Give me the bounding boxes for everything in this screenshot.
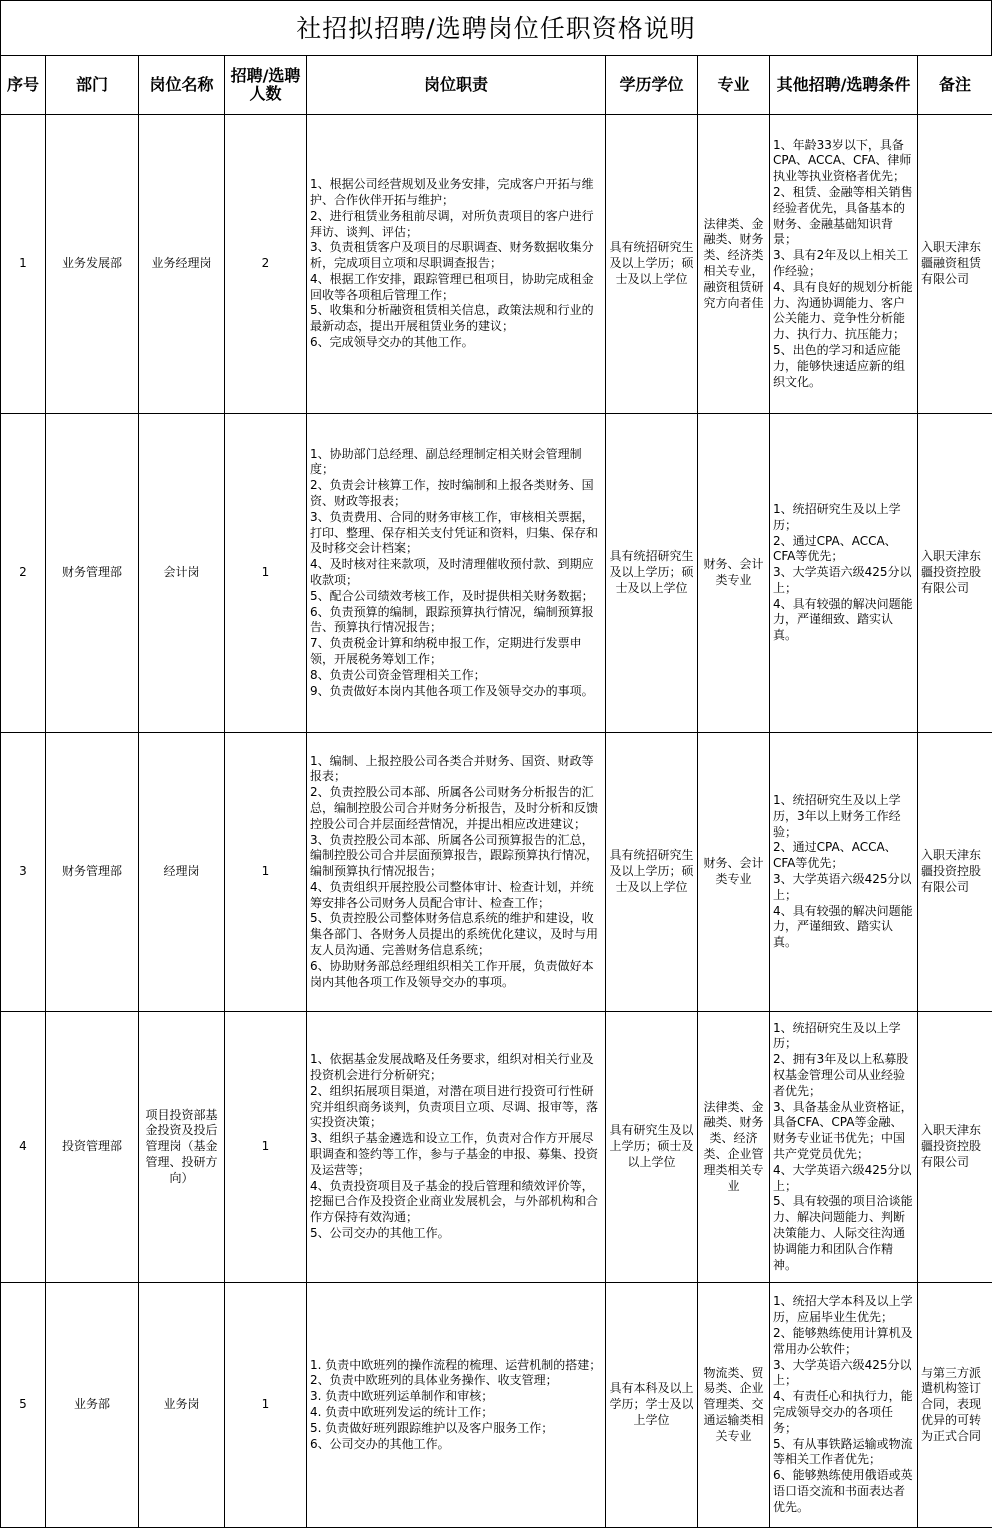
row-other [770, 1283, 918, 1528]
header-education: 学历学位 [606, 56, 698, 115]
other-text: 1、统招大学本科及以上学历，应届毕业生优先； 2、能够熟练使用计算机及常用办公软件； 3、大学英语六级425分以上； 4、有责任心和执行力，能完成领导交办的各项任务； 5、有从事铁路运输或物流等相关工作者优先； 6、能够熟练使用俄语或英语口语交流和书面表达者优先。 [773, 1294, 913, 1514]
positions-table [0, 55, 992, 1528]
row-duties [307, 115, 606, 414]
row-count: 1 [225, 1283, 307, 1528]
header-dept: 部门 [46, 56, 139, 115]
header-row [1, 56, 992, 115]
duties-text: 1、根据公司经营规划及业务安排，完成客户开拓与维护、合作伙伴开拓与维护； 2、进行租赁业务租前尽调，对所负责项目的客户进行拜访、谈判、评估； 3、负责租赁客户及项目的尽职调查、财务数据收集分析，完成项目立项和尽职调查报告； 4、根据工作安排，跟踪管理已租项目，协助完成租金回收等各项租后管理工作； 5、收集和分析融资租赁相关信息，政策法规和行业的最新动态，提出开展租赁业务的建议； 6、完成领导交办的其他工作。 [310, 177, 594, 350]
row-major: 财务、会计类专业 [698, 414, 770, 733]
header-no: 序号 [1, 56, 46, 115]
other-text: 1、统招研究生及以上学历； 2、通过CPA、ACCA、CFA等优先； 3、大学英语六级425分以上； 4、具有较强的解决问题能力，严谨细致、踏实认真。 [773, 501, 913, 643]
row-remark: 入职天津东疆投资控股有限公司 [918, 733, 992, 1012]
row-dept: 财务管理部 [46, 414, 139, 733]
row-duties [307, 1283, 606, 1528]
table-row [1, 733, 992, 1012]
row-count: 1 [225, 733, 307, 1012]
row-major: 法律类、金融类、财务类、经济类相关专业，融资租赁研究方向者佳 [698, 115, 770, 414]
row-other [770, 1012, 918, 1283]
row-no: 2 [1, 414, 46, 733]
row-other [770, 733, 918, 1012]
duties-text: 1、协助部门总经理、副总经理制定相关财会管理制度； 2、负责会计核算工作，按时编制和上报各类财务、国资、财政等报表； 3、负责费用、合同的财务审核工作，审核相关票据，打印、整理、保存相关支付凭证和资料，归集、保存和及时移交会计档案； 4、及时核对往来款项，及时清理催收预付款、到期应收款项； 5、配合公司绩效考核工作，及时提供相关财务数据； 6、负责预算的编制，跟踪预算执行情况，编制预算报告、预算执行情况报告； 7、负责税金计算和纳税申报工作，定期进行发票申领，开展税务筹划工作； 8、负责公司资金管理相关工作； 9、负责做好本岗内其他各项工作及领导交办的事项。 [310, 446, 599, 698]
header-position: 岗位名称 [139, 56, 225, 115]
row-education: 具有统招研究生及以上学历；硕士及以上学位 [606, 733, 698, 1012]
header-duties: 岗位职责 [307, 56, 606, 115]
row-no: 1 [1, 115, 46, 414]
table-row [1, 414, 992, 733]
header-other: 其他招聘/选聘条件 [770, 56, 918, 115]
row-duties [307, 733, 606, 1012]
row-other [770, 414, 918, 733]
row-dept: 财务管理部 [46, 733, 139, 1012]
row-position: 经理岗 [139, 733, 225, 1012]
other-text: 1、统招研究生及以上学历； 2、拥有3年及以上私募股权基金管理公司从业经验者优先； 3、具备基金从业资格证，具备CFA、CPA等金融、财务专业证书优先；中国共产党党员优先； 4、大学英语六级425分以上； 5、具有较强的项目洽谈能力、解决问题能力、判断决策能力、人际交往沟通协调能力和团队合作精神。 [773, 1020, 913, 1272]
duties-text: 1、依据基金发展战略及任务要求，组织对相关行业及投资机会进行分析研究； 2、组织拓展项目渠道，对潜在项目进行投资可行性研究并组织商务谈判，负责项目立项、尽调、报审等，落实投资决策； 3、组织子基金遴选和设立工作，负责对合作方开展尽职调查和签约等工作，参与子基金的申报、募集、投资及运营等； 4、负责投资项目及子基金的投后管理和绩效评价等，挖掘已合作及投资企业商业发展机会，与外部机构和合作方保持有效沟通； 5、公司交办的其他工作。 [310, 1052, 599, 1240]
row-education: 具有统招研究生及以上学历；硕士及以上学位 [606, 115, 698, 414]
row-remark: 入职天津东疆投资控股有限公司 [918, 414, 992, 733]
header-remark: 备注 [918, 56, 992, 115]
row-major: 财务、会计类专业 [698, 733, 770, 1012]
other-text: 1、统招研究生及以上学历，3年以上财务工作经验； 2、通过CPA、ACCA、CFA等优先； 3、大学英语六级425分以上； 4、具有较强的解决问题能力，严谨细致、踏实认真。 [773, 793, 913, 950]
row-major: 物流类、贸易类、企业管理类、交通运输类相关专业 [698, 1283, 770, 1528]
duties-text: 1. 负责中欧班列的操作流程的梳理、运营机制的搭建； 2、负责中欧班列的具体业务操作、收支管理； 3. 负责中欧班列运单制作和审核； 4. 负责中欧班列发运的统计工作； 5. 负责做好班列跟踪维护以及客户服务工作； 6、公司交办的其他工作。 [310, 1357, 602, 1451]
row-education: 具有统招研究生及以上学历；硕士及以上学位 [606, 414, 698, 733]
table-row [1, 1283, 992, 1528]
other-text: 1、年龄33岁以下，具备CPA、ACCA、CFA、律师执业等执业资格者优先； 2、租赁、金融等相关销售经验者优先，具备基本的财务、金融基础知识背景； 3、具有2年及以上相关工作经验； 4、具有良好的规划分析能力、沟通协调能力、客户公关能力、竞争性分析能力、执行力、抗压能力； 5、出色的学习和适应能力，能够快速适应新的组织文化。 [773, 137, 913, 389]
row-duties [307, 414, 606, 733]
table-row [1, 115, 992, 414]
row-count: 1 [225, 414, 307, 733]
row-position: 业务经理岗 [139, 115, 225, 414]
row-other [770, 115, 918, 414]
row-count: 2 [225, 115, 307, 414]
row-dept: 投资管理部 [46, 1012, 139, 1283]
page-title: 社招拟招聘/选聘岗位任职资格说明 [0, 0, 992, 55]
row-position: 业务岗 [139, 1283, 225, 1528]
duties-text: 1、编制、上报控股公司各类合并财务、国资、财政等报表； 2、负责控股公司本部、所属各公司财务分析报告的汇总，编制控股公司合并财务分析报告，及时分析和反馈控股公司合并层面经营情况，并提出相应改进建议； 3、负责控股公司本部、所属各公司预算报告的汇总，编制控股公司合并层面预算报告，跟踪预算执行情况，编制预算执行情况报告； 4、负责组织开展控股公司整体审计、检查计划，并统筹安排各公司财务人员配合审计、检查工作； 5、负责控股公司整体财务信息系统的维护和建设，收集各部门、各财务人员提出的系统优化建议，及时与用友人员沟通、完善财务信息系统； 6、协助财务部总经理组织相关工作开展，负责做好本岗内其他各项工作及领导交办的事项。 [310, 753, 599, 989]
row-education: 具有研究生及以上学历；硕士及以上学位 [606, 1012, 698, 1283]
header-count: 招聘/选聘人数 [225, 56, 307, 115]
row-count: 1 [225, 1012, 307, 1283]
row-duties [307, 1012, 606, 1283]
row-remark: 入职天津东疆融资租赁有限公司 [918, 115, 992, 414]
row-remark: 入职天津东疆投资控股有限公司 [918, 1012, 992, 1283]
row-major: 法律类、金融类、财务类、经济类、企业管理类相关专业 [698, 1012, 770, 1283]
row-position: 项目投资部基金投资及投后管理岗（基金管理、投研方向） [139, 1012, 225, 1283]
row-remark: 与第三方派遣机构签订合同，表现优异的可转为正式合同 [918, 1283, 992, 1528]
row-education: 具有本科及以上学历；学士及以上学位 [606, 1283, 698, 1528]
row-no: 4 [1, 1012, 46, 1283]
header-major: 专业 [698, 56, 770, 115]
row-no: 3 [1, 733, 46, 1012]
row-dept: 业务部 [46, 1283, 139, 1528]
row-no: 5 [1, 1283, 46, 1528]
row-dept: 业务发展部 [46, 115, 139, 414]
table-row [1, 1012, 992, 1283]
row-position: 会计岗 [139, 414, 225, 733]
